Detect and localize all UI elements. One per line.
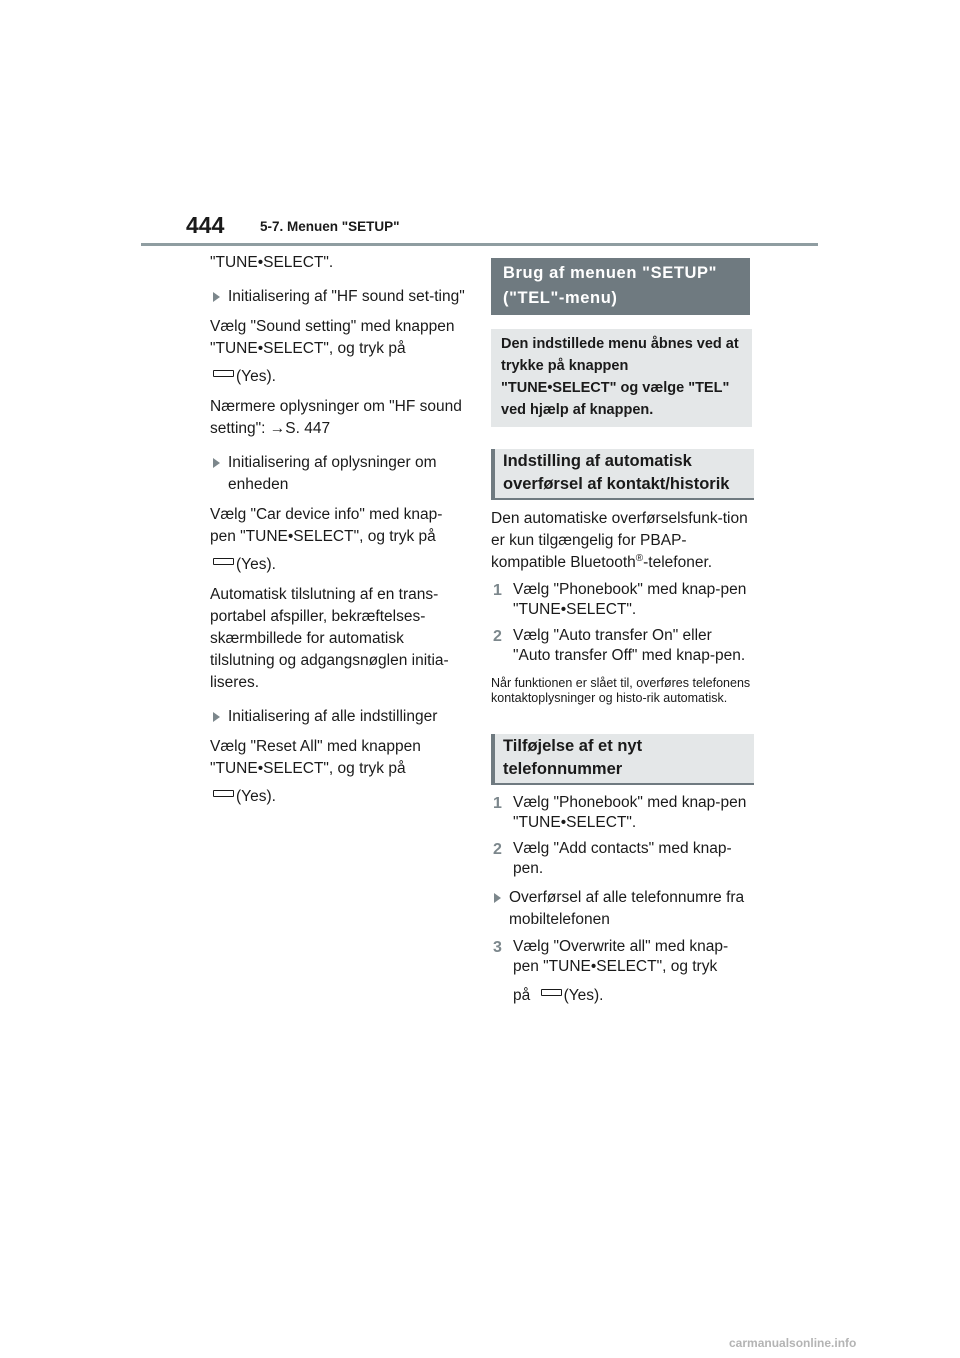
yes-text: (Yes). [236, 556, 276, 573]
triangle-bullet-icon [213, 712, 220, 722]
button-icon [213, 790, 234, 797]
yes-text: (Yes). [563, 987, 604, 1004]
step-text: Vælg "Phonebook" med knap-pen "TUNE•SELECT". [513, 794, 747, 831]
bullet-text: Initialisering af oplysninger om enheden [228, 454, 437, 493]
button-icon [213, 558, 234, 565]
bullet-text: Initialisering af alle indstillinger [228, 708, 438, 725]
button-icon [213, 370, 234, 377]
bullet-item [491, 887, 751, 931]
watermark-footer: carmanualsonline.info [729, 1336, 857, 1350]
subsection-heading: Indstilling af automatisk overførsel af kontakt/historik [491, 449, 754, 500]
paragraph [491, 508, 751, 574]
registered-mark: ® [635, 552, 644, 564]
subsection-heading: Tilføjelse af et nyt telefonnummer [491, 734, 754, 785]
bullet-item [210, 706, 466, 728]
triangle-bullet-icon [213, 458, 220, 468]
step-item [491, 580, 751, 620]
step-text: Vælg "Overwrite all" med knap-pen "TUNE•SELECT", og tryk [513, 938, 729, 975]
triangle-bullet-icon [213, 292, 220, 302]
paragraph-ref [210, 396, 466, 440]
section-heading: Brug af menuen "SETUP" ("TEL"-menu) [491, 258, 750, 315]
step-item [491, 793, 751, 833]
step-number: 2 [493, 628, 502, 645]
step-text: Vælg "Add contacts" med knap-pen. [513, 840, 732, 877]
note-text: Når funktionen er slået til, overføres telefonens kontaktoplysninger og histo-rik automatisk. [491, 676, 751, 705]
bullet-item [210, 286, 466, 308]
step-text: på [513, 987, 531, 1004]
paragraph: Vælg "Reset All" med knappen "TUNE•SELECT", og tryk på [210, 738, 421, 777]
bullet-item [210, 452, 466, 496]
page-ref-link[interactable]: S. 447 [285, 420, 331, 437]
yes-line [210, 554, 466, 576]
page-number: 444 [186, 212, 225, 238]
paragraph: Vælg "Sound setting" med knappen "TUNE•SELECT", og tryk på [210, 318, 455, 357]
yes-line [210, 786, 466, 808]
yes-line [210, 366, 466, 388]
info-box: Den indstillede menu åbnes ved at trykke på knappen "TUNE•SELECT" og vælge "TEL" ved hjælp af knappen. [491, 329, 752, 427]
button-icon [541, 989, 562, 996]
bullet-text: Overførsel af alle telefonnumre fra mobiltelefonen [509, 889, 745, 928]
yes-line [513, 985, 751, 1007]
left-column [210, 252, 466, 808]
step-number: 1 [493, 795, 502, 812]
step-item [491, 839, 751, 879]
step-number: 1 [493, 582, 502, 599]
step-item [491, 937, 751, 1007]
ref-text: Nærmere oplysninger om "HF sound setting": [210, 398, 462, 437]
right-column [491, 258, 751, 1007]
yes-text: (Yes). [236, 368, 276, 385]
paragraph: Vælg "Car device info" med knap-pen "TUNE•SELECT", og tryk på [210, 506, 443, 545]
step-item [491, 626, 751, 666]
bullet-text: Initialisering af "HF sound set-ting" [228, 288, 465, 305]
header-rule [141, 243, 818, 246]
paragraph-text: Den automatiske overførselsfunk-tion er kun tilgængelig for PBAP-kompatible Bluetooth [491, 510, 748, 571]
step-text: Vælg "Phonebook" med knap-pen "TUNE•SELECT". [513, 581, 747, 618]
section-title: 5-7. Menuen "SETUP" [260, 219, 400, 234]
triangle-bullet-icon [494, 893, 501, 903]
step-number: 3 [493, 939, 502, 956]
step-number: 2 [493, 841, 502, 858]
step-text: Vælg "Auto transfer On" eller "Auto transfer Off" med knap-pen. [513, 627, 746, 664]
paragraph: Automatisk tilslutning af en trans-portabel afspiller, bekræftelses-skærmbillede for automatisk tilslutning og adgangsnøglen initia-liseres. [210, 586, 449, 691]
arrow-icon: → [269, 420, 286, 437]
paragraph: "TUNE•SELECT". [210, 254, 334, 271]
paragraph-text: -telefoner. [643, 554, 713, 571]
yes-text: (Yes). [236, 788, 276, 805]
